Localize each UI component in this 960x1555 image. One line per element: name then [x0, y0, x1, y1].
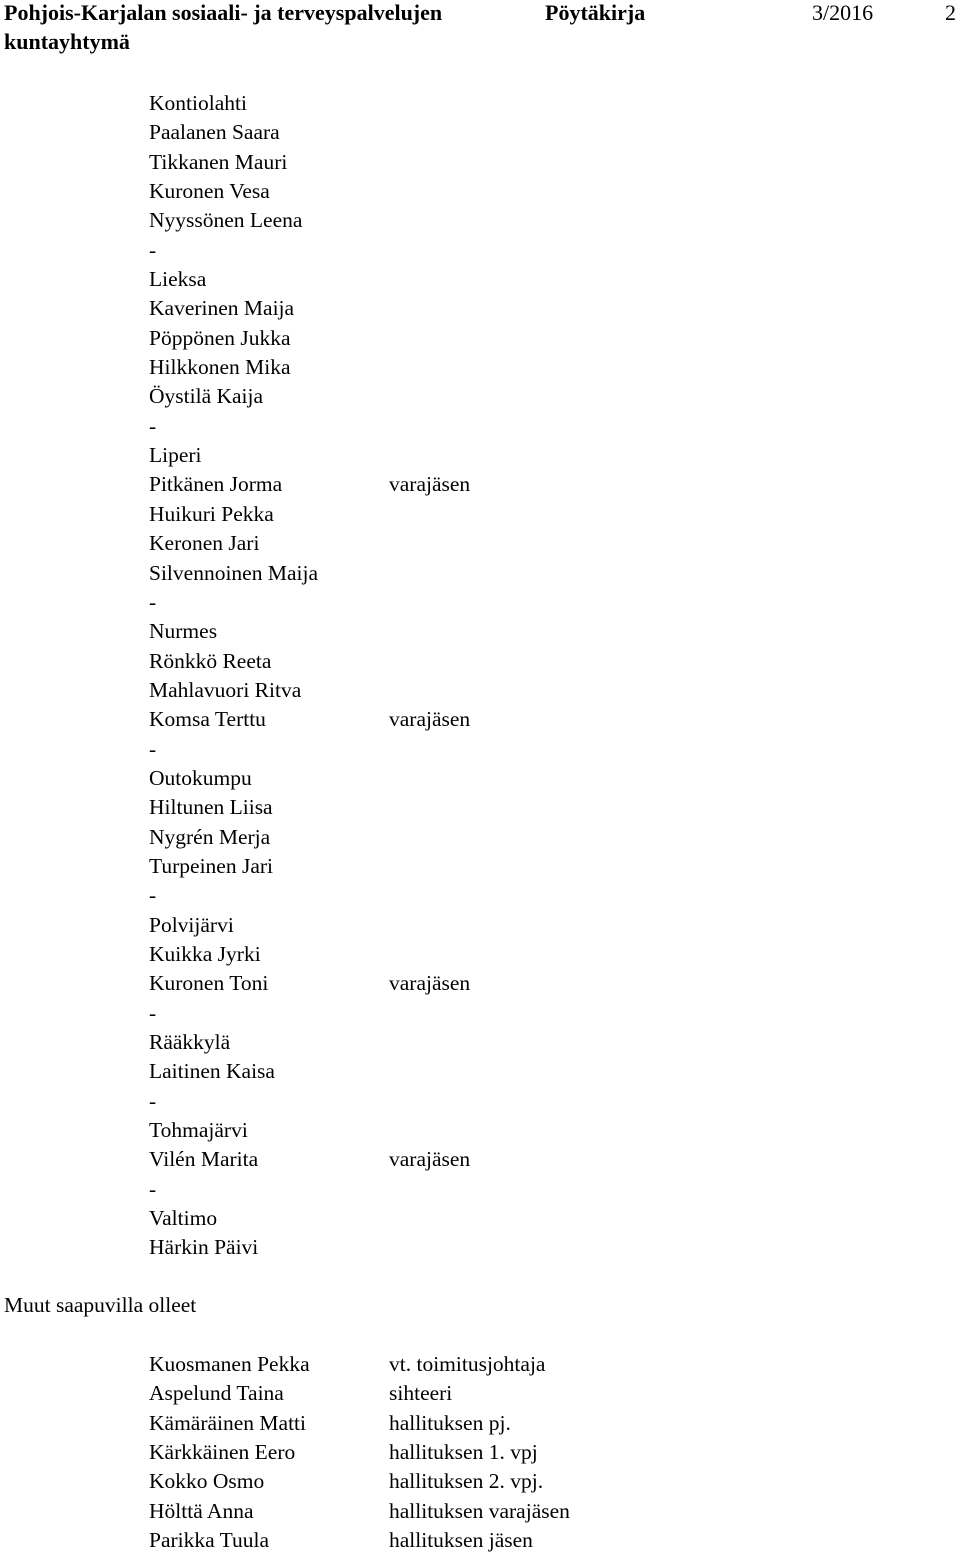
attendee-row	[149, 265, 849, 294]
attendee-row	[149, 1028, 849, 1057]
attendee-row-name: Hiltunen Liisa	[149, 795, 273, 820]
attendee-row	[149, 529, 849, 558]
attendee-row-name: Nyyssönen Leena	[149, 208, 303, 233]
attendee-row	[149, 148, 849, 177]
attendee-row-name: Polvijärvi	[149, 912, 234, 937]
attendee-row	[149, 559, 849, 588]
attendee-row-name: -	[149, 1176, 157, 1201]
attendee-row-name: Huikuri Pekka	[149, 501, 274, 526]
attendee-row-name: Outokumpu	[149, 765, 252, 790]
attendee-row-name: -	[149, 736, 157, 761]
attendee-row-role: varajäsen	[389, 971, 471, 996]
attendee-row	[149, 647, 849, 676]
other-person-row-role: sihteeri	[389, 1381, 453, 1406]
attendee-row-name: Tikkanen Mauri	[149, 149, 288, 174]
others-present-label: Muut saapuvilla olleet	[4, 1293, 197, 1317]
attendee-row-name: Mahlavuori Ritva	[149, 677, 302, 702]
attendee-row-name: Silvennoinen Maija	[149, 560, 318, 585]
attendee-row	[149, 1116, 849, 1145]
attendee-row	[149, 1087, 849, 1116]
attendee-row-name: Lieksa	[149, 267, 207, 292]
other-person-row-name: Aspelund Taina	[149, 1381, 284, 1406]
document-type: Pöytäkirja	[545, 0, 646, 25]
attendee-row-name: -	[149, 589, 157, 614]
attendee-row	[149, 676, 849, 705]
attendee-row-name: Paalanen Saara	[149, 120, 280, 145]
attendee-row	[149, 294, 849, 323]
other-person-row-name: Kuosmanen Pekka	[149, 1352, 310, 1376]
attendee-row-name: Laitinen Kaisa	[149, 1059, 275, 1084]
attendee-row	[149, 764, 849, 793]
attendee-row	[149, 1057, 849, 1086]
attendee-row	[149, 617, 849, 646]
attendee-row-name: Öystilä Kaija	[149, 384, 264, 409]
page-number: 2	[945, 0, 956, 25]
other-person-row	[149, 1467, 849, 1496]
attendee-row	[149, 852, 849, 881]
attendee-row	[149, 823, 849, 852]
attendee-row-name: Rääkkylä	[149, 1030, 231, 1054]
attendee-row-name: Turpeinen Jari	[149, 853, 274, 878]
attendee-row	[149, 412, 849, 441]
attendee-row	[149, 177, 849, 206]
attendee-row-name: Keronen Jari	[149, 531, 260, 556]
attendee-row-name: -	[149, 1000, 157, 1025]
attendee-row	[149, 588, 849, 617]
attendee-row	[149, 89, 849, 118]
attendee-row-name: -	[149, 1088, 157, 1113]
attendee-row-name: Liperi	[149, 443, 202, 468]
attendee-row	[149, 206, 849, 235]
attendee-row-name: Kuikka Jyrki	[149, 941, 261, 966]
other-person-row-role: vt. toimitusjohtaja	[389, 1352, 546, 1376]
attendee-row	[149, 324, 849, 353]
attendee-row-name: Hilkkonen Mika	[149, 355, 291, 380]
attendee-row	[149, 353, 849, 382]
attendee-row-name: -	[149, 237, 157, 262]
attendee-row-name: -	[149, 883, 157, 908]
other-person-row	[149, 1409, 849, 1438]
attendee-row-name: -	[149, 413, 157, 438]
attendee-row-name: Tohmajärvi	[149, 1118, 248, 1143]
other-person-row	[149, 1379, 849, 1408]
attendee-row	[149, 236, 849, 265]
attendee-row	[149, 940, 849, 969]
attendee-row-name: Rönkkö Reeta	[149, 648, 272, 673]
attendee-row	[149, 500, 849, 529]
attendee-row	[149, 969, 849, 998]
attendee-row-name: Pitkänen Jorma	[149, 472, 283, 497]
attendee-row	[149, 1233, 849, 1262]
attendee-row	[149, 793, 849, 822]
other-person-row-role: hallituksen jäsen	[389, 1528, 533, 1553]
attendee-row-name: Kaverinen Maija	[149, 296, 295, 321]
attendee-row	[149, 735, 849, 764]
attendee-row-name: Komsa Terttu	[149, 707, 266, 732]
other-person-row-name: Parikka Tuula	[149, 1528, 270, 1553]
attendee-row	[149, 999, 849, 1028]
attendee-row-role: varajäsen	[389, 707, 471, 732]
attendee-row	[149, 1145, 849, 1174]
other-person-row	[149, 1438, 849, 1467]
attendee-row-name: Kuronen Vesa	[149, 179, 270, 204]
other-person-row-role: hallituksen pj.	[389, 1410, 511, 1435]
attendee-row	[149, 705, 849, 734]
attendee-row-name: Nurmes	[149, 619, 218, 644]
attendee-row-name: Pöppönen Jukka	[149, 325, 291, 350]
other-person-row-role: hallituksen 2. vpj.	[389, 1469, 544, 1494]
other-person-row-role: hallituksen varajäsen	[389, 1498, 570, 1523]
attendee-row	[149, 1204, 849, 1233]
attendee-row-name: Härkin Päivi	[149, 1235, 259, 1260]
attendee-row	[149, 1175, 849, 1204]
other-person-row	[149, 1526, 849, 1555]
attendee-row-name: Vilén Marita	[149, 1147, 259, 1172]
attendee-row	[149, 382, 849, 411]
other-person-row-name: Kärkkäinen Eero	[149, 1440, 296, 1465]
other-person-row-name: Kämäräinen Matti	[149, 1410, 307, 1435]
other-person-row-name: Hölttä Anna	[149, 1498, 254, 1523]
document-number: 3/2016	[812, 0, 874, 25]
attendee-row-role: varajäsen	[389, 1147, 471, 1172]
attendee-row-name: Valtimo	[149, 1206, 218, 1231]
attendee-row	[149, 470, 849, 499]
other-person-row	[149, 1350, 849, 1379]
attendee-row	[149, 118, 849, 147]
attendee-row-name: Kuronen Toni	[149, 971, 269, 996]
other-person-row-name: Kokko Osmo	[149, 1469, 265, 1494]
attendee-list	[149, 89, 849, 1263]
attendee-row	[149, 441, 849, 470]
other-person-row-role: hallituksen 1. vpj	[389, 1440, 538, 1465]
attendee-row	[149, 911, 849, 940]
attendee-row-name: Kontiolahti	[149, 91, 247, 115]
organization-name: Pohjois-Karjalan sosiaali- ja terveyspalvelujen kuntayhtymä	[4, 0, 443, 54]
other-person-row	[149, 1497, 849, 1526]
attendee-row-role: varajäsen	[389, 472, 471, 497]
attendee-row	[149, 881, 849, 910]
attendee-row-name: Nygrén Merja	[149, 824, 271, 849]
others-present-list	[149, 1350, 849, 1555]
